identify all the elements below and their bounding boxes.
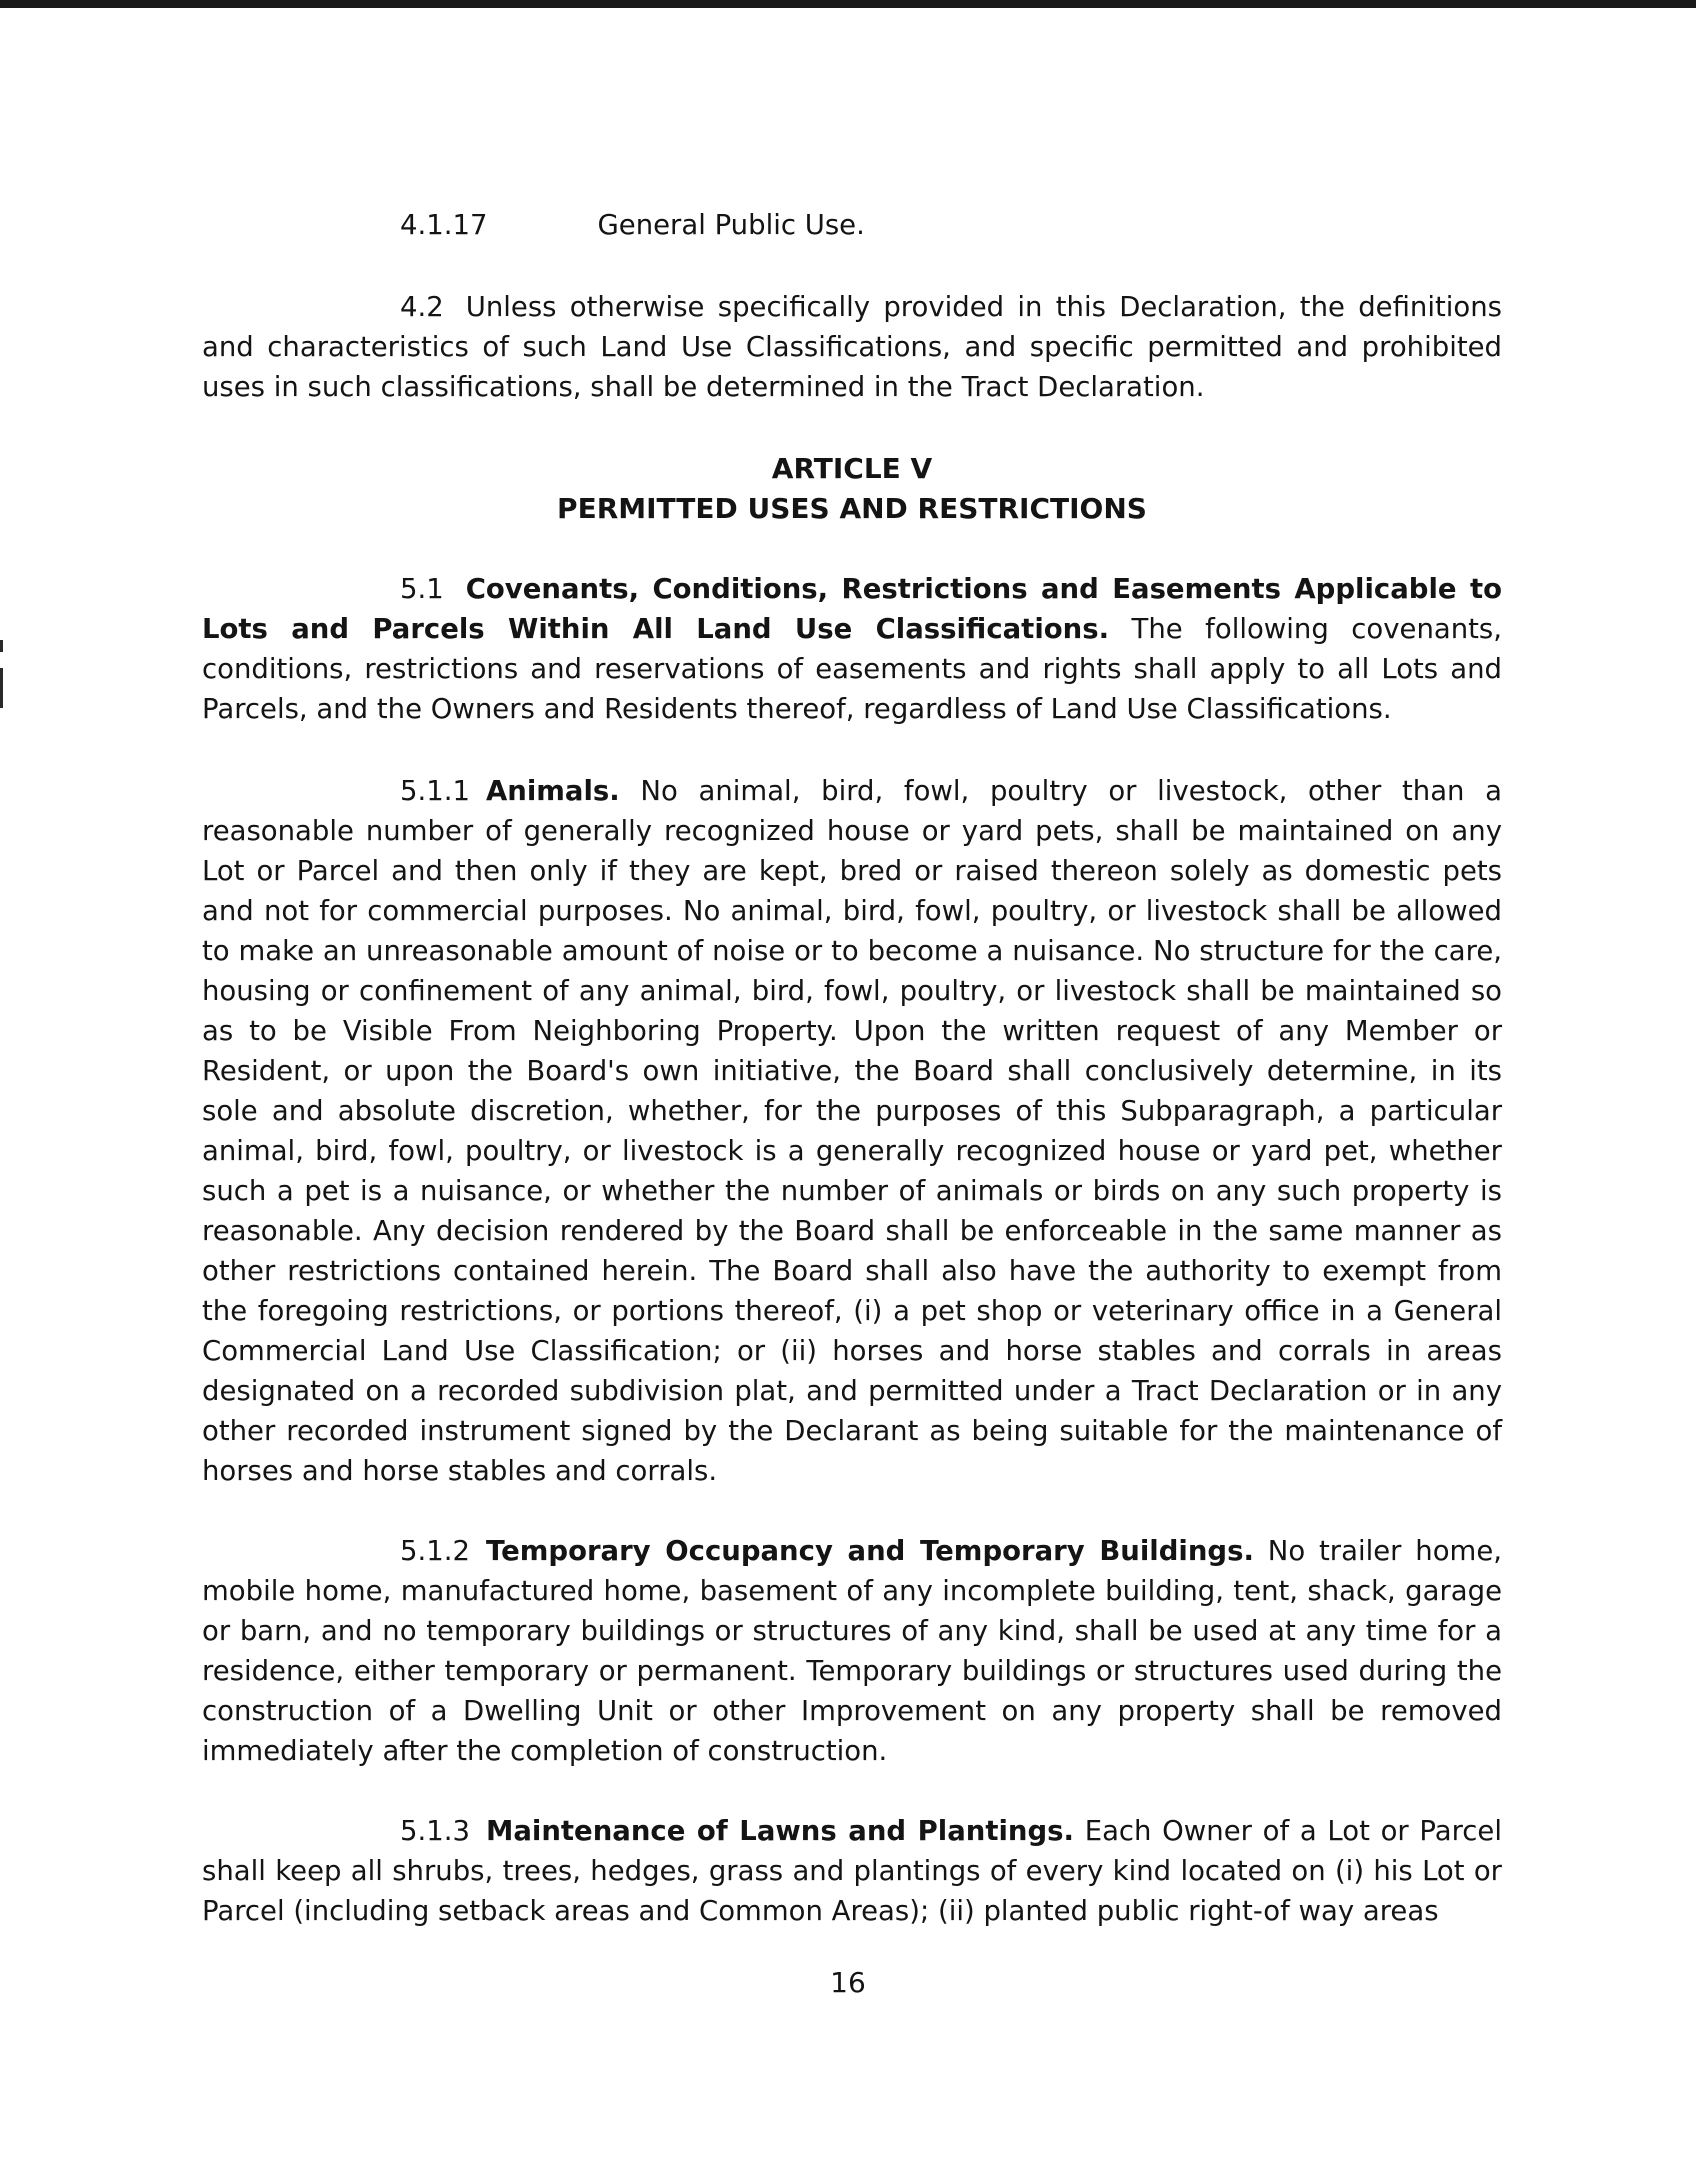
scan-margin-mark — [0, 640, 3, 652]
article-heading — [202, 449, 1502, 529]
scan-margin-mark — [0, 668, 3, 708]
section-text: No trailer home, mobile home, manufactured home, basement of any incomplete building, tent, shack, garage or barn, and no temporary buildings or structures of any kind, shall be used at any time for a residence, either temporary or permanent. Temporary buildings or structures used during the construction of a Dwelling Unit or other Improvement on any property shall be removed immediately after the completion of construction. — [202, 1535, 1503, 1767]
section-5-1-3 — [202, 1811, 1502, 1931]
section-number: 5.1.3 — [400, 1815, 470, 1847]
section-number: 5.1.2 — [400, 1535, 470, 1567]
section-number: 4.2 — [400, 291, 444, 323]
page-number: 16 — [830, 1966, 866, 1999]
section-5-1-2 — [202, 1531, 1502, 1771]
item-number: 4.1.17 — [400, 209, 488, 241]
article-title: ARTICLE V — [771, 452, 933, 485]
section-heading: Maintenance of Lawns and Plantings. — [485, 1815, 1074, 1847]
document-page — [202, 180, 1502, 1931]
section-4-2 — [202, 287, 1502, 407]
section-number: 5.1.1 — [400, 775, 470, 807]
section-text: The following covenants, conditions, restrictions and reservations of easements and rights shall apply to all Lots and Parcels, and the Owners and Residents thereof, regardless of Land Use Classifications. — [202, 613, 1503, 725]
section-5-1-1 — [202, 771, 1502, 1491]
section-5-1 — [202, 569, 1502, 729]
item-title: General Public Use. — [597, 209, 865, 241]
section-text: Unless otherwise specifically provided in this Declaration, the definitions and characteristics of such Land Use Classifications, and specific permitted and prohibited uses in such classifications, shall be determined in the Tract Declaration. — [202, 291, 1502, 403]
scan-top-edge — [0, 0, 1696, 8]
article-subtitle: PERMITTED USES AND RESTRICTIONS — [557, 492, 1147, 525]
section-heading: Covenants, Conditions, Restrictions and Easements Applicable to Lots and Parcels Within All Land Use Classifications. — [202, 573, 1502, 645]
section-heading: Animals. — [485, 775, 620, 807]
section-heading: Temporary Occupancy and Temporary Buildings. — [485, 1535, 1254, 1567]
section-number: 5.1 — [400, 573, 444, 605]
section-text: No animal, bird, fowl, poultry or livestock, other than a reasonable number of generally recognized house or yard pets, shall be maintained on any Lot or Parcel and then only if they are kept, bred or raised thereon solely as domestic pets and not for commercial purposes. No animal, bird, fowl, poultry, or livestock shall be allowed to make an unreasonable amount of noise or to become a nuisance. No structure for the care, housing or confinement of any animal, bird, fowl, poultry, or livestock shall be maintained so as to be Visible From Neighboring Property. Upon the written request of any Member or Resident, or upon the Board's own initiative, the Board shall conclusively determine, in its sole and absolute discretion, whether, for the purposes of this Subparagraph, a particular animal, bird, fowl, poultry, or livestock is a generally recognized house or yard pet, whether such a pet is a nuisance, or whether the number of animals or birds on any such property is reasonable. Any decision rendered by the Board shall be enforceable in the same manner as other restrictions contained herein. The Board shall also have the authority to exempt from the foregoing restrictions, or portions thereof, (i) a pet shop or veterinary office in a General Commercial Land Use Classification; or (ii) horses and horse stables and corrals in areas designated on a recorded subdivision plat, and permitted under a Tract Declaration or in any other recorded instrument signed by the Declarant as being suitable for the maintenance of horses and horse stables and corrals. — [202, 775, 1503, 1487]
item-4-1-17 — [400, 205, 1502, 245]
section-text: Each Owner of a Lot or Parcel shall keep all shrubs, trees, hedges, grass and plantings of every kind located on (i) his Lot or Parcel (including setback areas and Common Areas); (ii) planted public right-of way areas — [202, 1815, 1502, 1927]
